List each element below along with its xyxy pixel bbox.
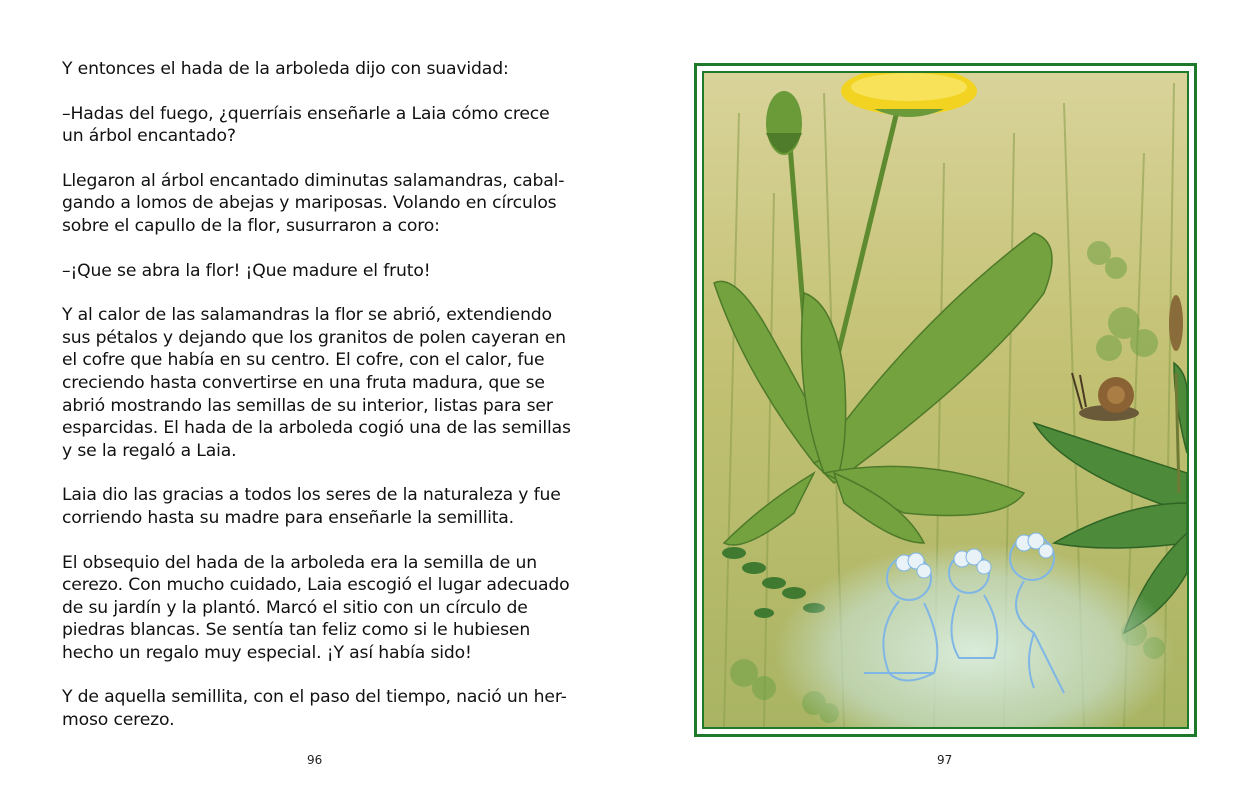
paragraph: Llegaron al árbol encantado diminutas salamandras, cabal- gando a lomos de abejas y mariposas. Volando en círculos sobre el capullo de la flor, susurraron a coro:	[62, 170, 565, 236]
left-page-text	[62, 58, 572, 754]
illustration	[702, 71, 1189, 729]
page-number-left: 96	[307, 753, 323, 767]
paragraph: –Hadas del fuego, ¿querríais enseñarle a Laia cómo crece un árbol encantado?	[62, 103, 550, 147]
page-number-right: 97	[937, 753, 953, 767]
paragraph: Laia dio las gracias a todos los seres de la naturaleza y fue corriendo hasta su madre para enseñarle la semillita.	[62, 485, 561, 528]
illustration-frame	[694, 63, 1197, 737]
paragraph: El obsequio del hada de la arboleda era la semilla de un cerezo. Con mucho cuidado, Laia escogió el lugar adecuado de su jardín y la plantó. Marcó el sitio con un círculo de piedras blancas. Se sentía tan feliz como si le hubiesen hecho un regalo muy especial. ¡Y así había sido!	[62, 552, 570, 663]
paragraph: Y entonces el hada de la arboleda dijo con suavidad:	[62, 59, 509, 79]
paragraph: Y de aquella semillita, con el paso del tiempo, nació un her- moso cerezo.	[62, 687, 567, 731]
dandelion-bud-icon	[766, 91, 802, 155]
meadow-illustration	[704, 73, 1187, 727]
paragraph: Y al calor de las salamandras la flor se abrió, extendiendo sus pétalos y dejando que los granitos de polen cayeran en el cofre que había en su centro. El cofre, con el calor, fue creciendo hasta convertirse en una fruta madura, que se abrió mostrando las semillas de su interior, listas para ser esparcidas. El hada de la arboleda cogió una de las semillas y se la regaló a Laia.	[62, 305, 571, 461]
paragraph: –¡Que se abra la flor! ¡Que madure el fruto!	[62, 260, 431, 281]
